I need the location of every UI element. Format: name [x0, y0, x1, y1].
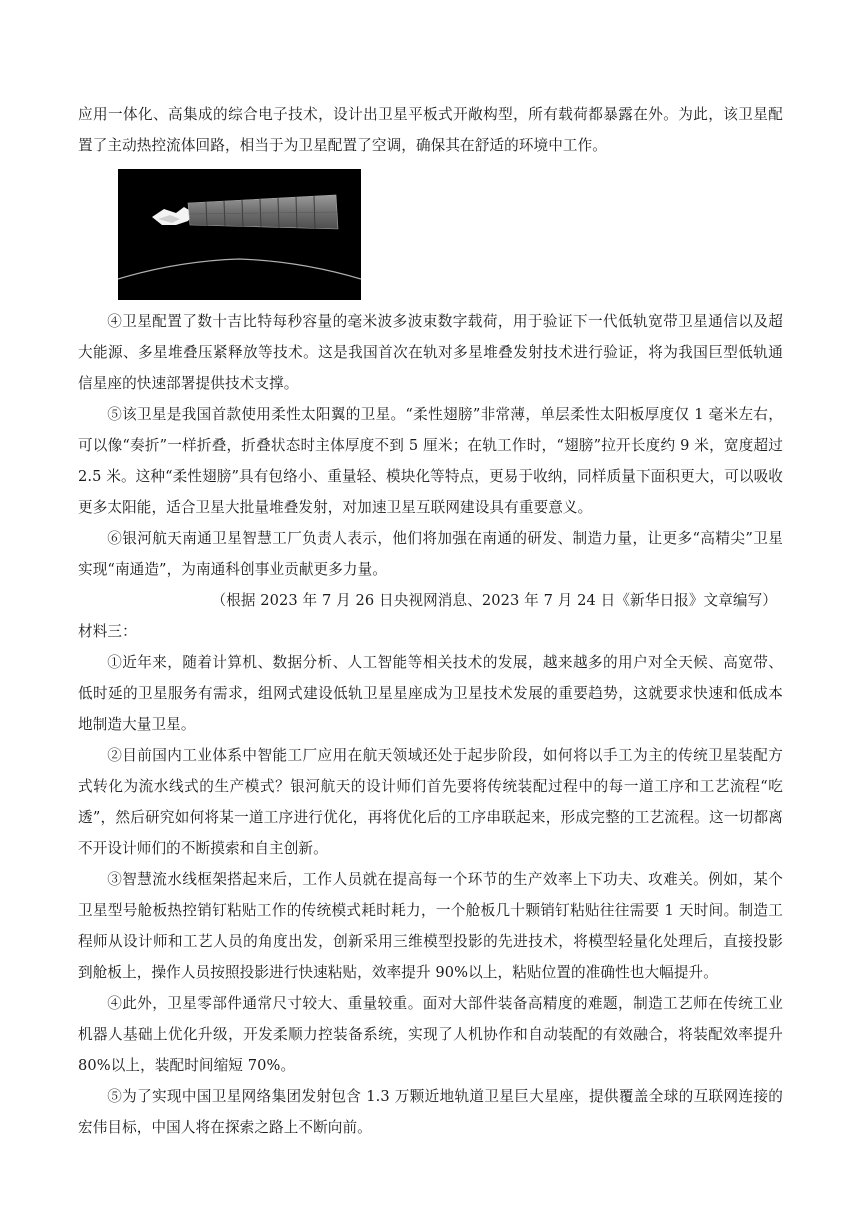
- satellite-illustration: [118, 169, 361, 300]
- paragraph-intro: 应用一体化、高集成的综合电子技术，设计出卫星平板式开敞构型，所有载荷都暴露在外。为此，该卫星配置了主动热控流体回路，相当于为卫星配置了空调，确保其在舒适的环境中工作。: [78, 106, 783, 154]
- paragraph-m3-2: ②目前国内工业体系中智能工厂应用在航天领域还处于起步阶段，如何将以手工为主的传统卫星装配方式转化为流水线式的生产模式？银河航天的设计师们首先要将传统装配过程中的每一道工序和工艺流程“吃透”，然后研究如何将某一道工序进行优化，再将优化后的工序串联起来，形成完整的工艺流程。这一切都离不开设计师们的不断摸索和自主创新。: [78, 747, 783, 857]
- paragraph-m3-4: ④此外，卫星零部件通常尺寸较大、重量较重。面对大部件装备高精度的难题，制造工艺师在传统工业机器人基础上优化升级，开发柔顺力控装备系统，实现了人机协作和自动装配的有效融合，将装配效率提升 80%以上，装配时间缩短 70%。: [78, 995, 783, 1074]
- source-note: （根据 2023 年 7 月 26 日央视网消息、2023 年 7 月 24 日《新华日报》文章编写）: [211, 592, 777, 609]
- paragraph-m2-5: ⑤该卫星是我国首款使用柔性太阳翼的卫星。“柔性翅膀”非常薄，单层柔性太阳板厚度仅 1 毫米左右，可以像“奏折”一样折叠，折叠状态时主体厚度不到 5 厘米；在轨工作时，“翅膀”拉开长度约 9 米，宽度超过 2.5 米。这种“柔性翅膀”具有包络小、重量轻、模块化等特点，更易于收纳，同样质量下面积更大，可以吸收更多太阳能，适合卫星大批量堆叠发射，对加速卫星互联网建设具有重要意义。: [78, 406, 783, 516]
- paragraph-m3-3: ③智慧流水线框架搭起来后，工作人员就在提高每一个环节的生产效率上下功夫、攻难关。例如，某个卫星型号舱板热控销钉粘贴工作的传统模式耗时耗力，一个舱板几十颗销钉粘贴往往需要 1 天时间。制造工程师从设计师和工艺人员的角度出发，创新采用三维模型投影的先进技术，将模型轻量化处理后，直接投影到舱板上，操作人员按照投影进行快速粘贴，效率提升 90%以上，粘贴位置的准确性也大幅提升。: [78, 871, 783, 981]
- satellite-image: [118, 169, 361, 300]
- paragraph-m2-6: ⑥银河航天南通卫星智慧工厂负责人表示，他们将加强在南通的研发、制造力量，让更多“高精尖”卫星实现“南通造”，为南通科创事业贡献更多力量。: [78, 530, 783, 578]
- paragraph-m3-5: ⑤为了实现中国卫星网络集团发射包含 1.3 万颗近地轨道卫星巨大星座，提供覆盖全球的互联网连接的宏伟目标，中国人将在探索之路上不断向前。: [78, 1088, 783, 1136]
- material3-heading: 材料三：: [78, 623, 137, 640]
- paragraph-m3-1: ①近年来，随着计算机、数据分析、人工智能等相关技术的发展，越来越多的用户对全天候、高宽带、低时延的卫星服务有需求，组网式建设低轨卫星星座成为卫星技术发展的重要趋势，这就要求快速和低成本地制造大量卫星。: [78, 654, 783, 733]
- document-page: [78, 0, 783, 1143]
- paragraph-m2-4: ④卫星配置了数十吉比特每秒容量的毫米波多波束数字载荷，用于验证下一代低轨宽带卫星通信以及超大能源、多星堆叠压紧释放等技术。这是我国首次在轨对多星堆叠发射技术进行验证，将为我国巨型低轨通信星座的快速部署提供技术支撑。: [78, 313, 783, 392]
